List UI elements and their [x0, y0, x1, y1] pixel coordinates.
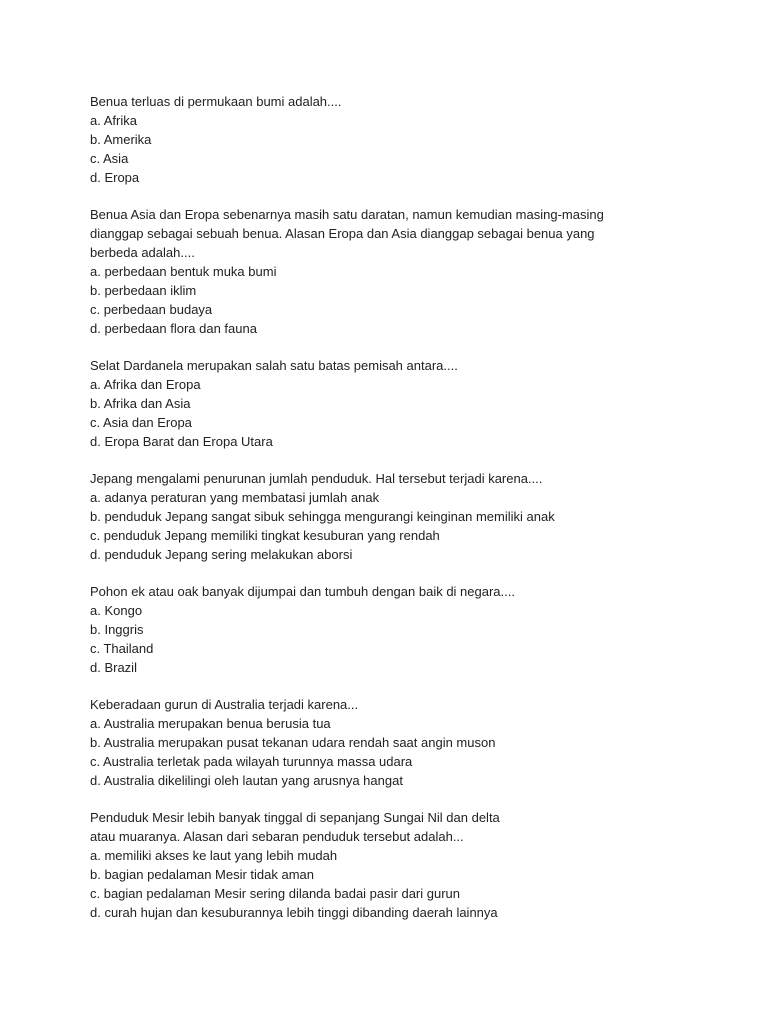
option-d: d. Eropa Barat dan Eropa Utara — [90, 434, 273, 449]
option-b: b. bagian pedalaman Mesir tidak aman — [90, 867, 315, 882]
option-b: b. Amerika — [90, 132, 152, 147]
question-stem — [90, 695, 690, 714]
option-c: c. perbedaan budaya — [90, 302, 213, 317]
question-stem — [90, 582, 690, 601]
question-2 — [90, 205, 690, 338]
stem-line: Benua terluas di permukaan bumi adalah.... — [90, 94, 342, 109]
stem-line: berbeda adalah.... — [90, 245, 195, 260]
option-d: d. perbedaan flora dan fauna — [90, 321, 257, 336]
question-1 — [90, 92, 690, 187]
question-stem — [90, 205, 690, 262]
stem-line: Penduduk Mesir lebih banyak tinggal di sepanjang Sungai Nil dan delta — [90, 810, 500, 825]
question-4 — [90, 469, 690, 564]
option-c: c. Thailand — [90, 641, 154, 656]
option-d: d. penduduk Jepang sering melakukan aborsi — [90, 547, 353, 562]
stem-line: Keberadaan gurun di Australia terjadi karena... — [90, 697, 359, 712]
option-b: b. Australia merupakan pusat tekanan udara rendah saat angin muson — [90, 735, 496, 750]
option-b: b. Afrika dan Asia — [90, 396, 191, 411]
stem-line: Selat Dardanela merupakan salah satu batas pemisah antara.... — [90, 358, 458, 373]
question-stem — [90, 92, 690, 111]
option-b: b. penduduk Jepang sangat sibuk sehingga mengurangi keinginan memiliki anak — [90, 509, 555, 524]
question-stem — [90, 356, 690, 375]
option-d: d. Brazil — [90, 660, 137, 675]
option-d: d. Australia dikelilingi oleh lautan yang arusnya hangat — [90, 773, 403, 788]
question-list — [90, 92, 690, 940]
option-d: d. curah hujan dan kesuburannya lebih tinggi dibanding daerah lainnya — [90, 905, 498, 920]
question-6 — [90, 695, 690, 790]
stem-line: Pohon ek atau oak banyak dijumpai dan tumbuh dengan baik di negara.... — [90, 584, 515, 599]
option-a: a. Australia merupakan benua berusia tua — [90, 716, 331, 731]
option-c: c. Asia — [90, 151, 129, 166]
option-a: a. Afrika dan Eropa — [90, 377, 201, 392]
question-5 — [90, 582, 690, 677]
question-stem — [90, 808, 690, 846]
stem-line: Jepang mengalami penurunan jumlah penduduk. Hal tersebut terjadi karena.... — [90, 471, 543, 486]
option-c: c. bagian pedalaman Mesir sering dilanda badai pasir dari gurun — [90, 886, 461, 901]
stem-line: dianggap sebagai sebuah benua. Alasan Eropa dan Asia dianggap sebagai benua yang — [90, 226, 595, 241]
option-b: b. Inggris — [90, 622, 144, 637]
option-c: c. Australia terletak pada wilayah turunnya massa udara — [90, 754, 413, 769]
option-a: a. perbedaan bentuk muka bumi — [90, 264, 277, 279]
option-d: d. Eropa — [90, 170, 140, 185]
question-stem — [90, 469, 690, 488]
option-a: a. Afrika — [90, 113, 137, 128]
question-7 — [90, 808, 690, 922]
stem-line: Benua Asia dan Eropa sebenarnya masih satu daratan, namun kemudian masing-masing — [90, 207, 604, 222]
option-c: c. penduduk Jepang memiliki tingkat kesuburan yang rendah — [90, 528, 440, 543]
option-b: b. perbedaan iklim — [90, 283, 197, 298]
option-a: a. adanya peraturan yang membatasi jumlah anak — [90, 490, 380, 505]
stem-line: atau muaranya. Alasan dari sebaran penduduk tersebut adalah... — [90, 829, 464, 844]
option-c: c. Asia dan Eropa — [90, 415, 192, 430]
option-a: a. memiliki akses ke laut yang lebih mudah — [90, 848, 338, 863]
option-a: a. Kongo — [90, 603, 143, 618]
question-3 — [90, 356, 690, 451]
